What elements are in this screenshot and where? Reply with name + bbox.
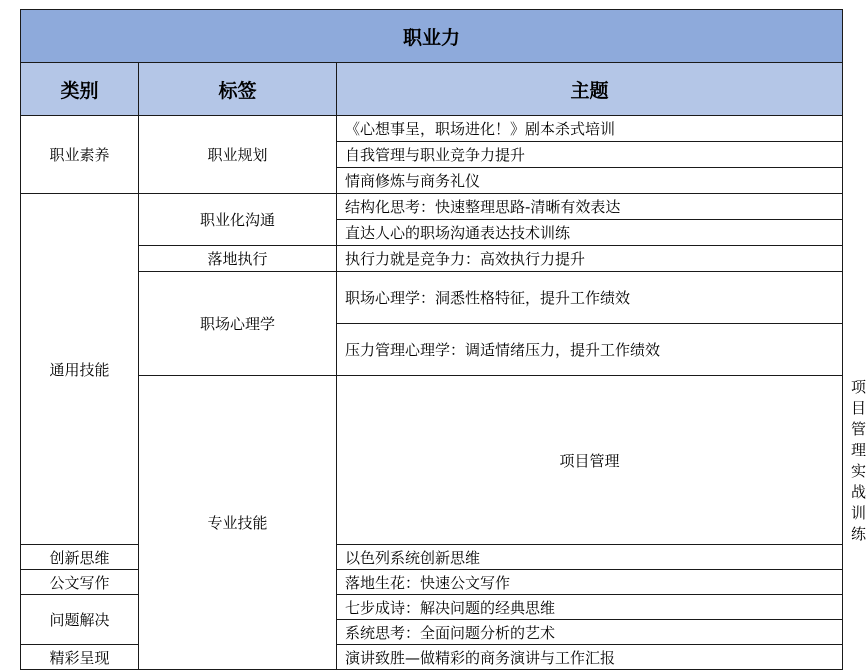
header-category: 类别: [21, 63, 139, 116]
category-cell: 专业技能: [139, 376, 337, 670]
tag-cell: 问题解决: [21, 595, 139, 645]
table-row: 专业技能 项目管理 项目管理实战训练: [21, 376, 843, 545]
table-row: [21, 246, 843, 272]
header-topic: 主题: [337, 63, 843, 116]
topic-cell: 演讲致胜—做精彩的商务演讲与工作汇报: [337, 645, 843, 670]
course-table: [20, 9, 866, 670]
topic-cell: 《心想事呈，职场进化！》剧本杀式培训: [337, 116, 843, 142]
header-row: [21, 63, 843, 116]
tag-cell: 公文写作: [21, 570, 139, 595]
table-title: 职业力: [21, 10, 843, 63]
header-tag: 标签: [139, 63, 337, 116]
topic-cell: 执行力就是竞争力：高效执行力提升: [337, 246, 843, 272]
category-cell: 通用技能: [21, 194, 139, 545]
topic-cell: 结构化思考：快速整理思路-清晰有效表达: [337, 194, 843, 220]
tag-cell: 创新思维: [21, 545, 139, 570]
title-row: [21, 10, 843, 63]
tag-cell: 项目管理: [337, 376, 843, 545]
tag-cell: 职业化沟通: [139, 194, 337, 246]
topic-cell: 自我管理与职业竞争力提升: [337, 142, 843, 168]
tag-cell: 职业规划: [139, 116, 337, 194]
topic-cell: 情商修炼与商务礼仪: [337, 168, 843, 194]
topic-cell: 以色列系统创新思维: [337, 545, 843, 570]
tag-cell: 职场心理学: [139, 272, 337, 376]
topic-cell: 直达人心的职场沟通表达技术训练: [337, 220, 843, 246]
topic-cell: 七步成诗：解决问题的经典思维: [337, 595, 843, 620]
topic-cell: 落地生花：快速公文写作: [337, 570, 843, 595]
table-row: [21, 116, 843, 142]
table-row: [21, 194, 843, 220]
tag-cell: 落地执行: [139, 246, 337, 272]
topic-cell: 系统思考：全面问题分析的艺术: [337, 620, 843, 645]
category-cell: 职业素养: [21, 116, 139, 194]
tag-cell: 精彩呈现: [21, 645, 139, 670]
topic-cell: 压力管理心理学：调适情绪压力，提升工作绩效: [337, 324, 843, 376]
table-row: [21, 272, 843, 324]
topic-cell: 职场心理学：洞悉性格特征，提升工作绩效: [337, 272, 843, 324]
